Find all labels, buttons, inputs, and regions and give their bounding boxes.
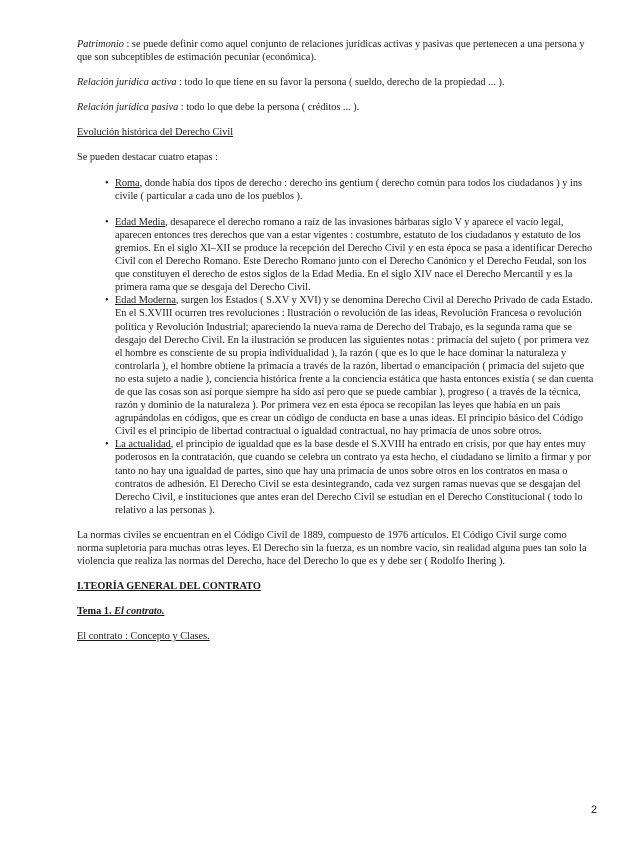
etapa-term: Roma — [115, 177, 140, 189]
list-item — [77, 177, 595, 203]
page-number: 2 — [591, 804, 598, 816]
document-page — [77, 38, 595, 655]
tema-heading — [77, 605, 595, 618]
etapa-text: , donde había dos tipos de derecho : derecho ins gentium ( derecho común para todos los ciudadanos ) y ins civile ( particular a cada uno de los pueblos ). — [115, 177, 582, 202]
etapa-text: , surgen los Estados ( S.XV y XVI) y se denomina Derecho Civil al Derecho Privado de cada Estado. En el S.XVIII ocurren tres revoluciones : Ilustración o revolución de las ideas, Revolución Francesa o revolución política y Revolución Industrial; apareciendo la nueva rama de Derecho del Trabajo, es la segunda rama que se desgajo del Derecho Civil. En la ilustración se producen las siguientes notas : primacía del sujeto ( por primera vez el hombre es consciente de su propia individualidad ), la razón ( que es lo que le hace dominar la naturaleza y controlarla ), el hombre obtiene la primacía a través de la razón, libertad o emancipación ( primacía del sujeto que no esta sujeto a nadie ), conciencia histórica frente a la conciencia estática que hasta entonces existía ( se dan cuenta de que las cosas son así porque siempre ha sido así pero que se puede cambiar ), progreso ( a través de la técnica, razón y dominio de la naturaleza ). Por primera vez en esta época se recopilan las leyes que había en un país agrupándolas en códigos, que es crear un código de conducta en base a unas ideas. El principio básico del Código Civil es el principio de libertad contractual o igualdad contractual, no hay primacía de unos sobre otros. — [115, 295, 594, 438]
list-item — [77, 294, 595, 438]
bullet-icon: • — [105, 177, 109, 189]
etapa-term: La actualidad — [115, 439, 171, 451]
section-heading: I.TEORÍA GENERAL DEL CONTRATO — [77, 581, 261, 593]
tema-title: El contrato. — [114, 606, 165, 618]
etapas-intro: Se pueden destacar cuatro etapas : — [77, 152, 218, 164]
relacion-activa-term: Relación jurídica activa — [77, 77, 177, 89]
patrimonio-term: Patrimonio — [77, 39, 124, 50]
etapa-text: , el principio de igualdad que es la base desde el S.XVIII ha entrado en crisis, por que hay entes muy poderosos en la contratación, que cuando se celebra un contrato ya esta hecho, el ciudadano se limito a firmar y por tanto no hay una igualdad de partes, sino que hay una primacía de unos sobre otros en los contratos en masa o contratos de adhesión. El Derecho Civil se esta desintegrando, cada vez surgen ramas nuevas que se desgajan del Derecho Civil, e instituciones que antes eran del Derecho Civil se estudian en el Derecho Constitucional ( todo lo relativo a las personas ). — [115, 439, 591, 516]
list-item — [77, 216, 595, 295]
relacion-pasiva-term: Relación jurídica pasiva — [77, 102, 179, 114]
relacion-activa-definition — [77, 76, 595, 89]
etapa-term: Edad Moderna — [115, 295, 176, 307]
etapa-text: , desaparece el derecho romano a raíz de las invasiones bárbaras siglo V y aparece el vacío legal, aparecen entonces tres derechos que van a estar vigentes : costumbre, estatuto de los ciudadanos y estatuto de los gremios. En el siglo XI–XII se produce la recepción del Derecho Civil y en esta época se pasa a identificar Derecho Civil con el Derecho Romano. Este Derecho Romano junto con el Derecho Canónico y el Derecho Feudal, son los que constituyen el derecho de estos siglos de la Edad Media. En el siglo XIV nace el Derecho Mercantil y es la primera rama que se desgaja del Derecho Civil. — [115, 216, 593, 294]
etapa-term: Edad Media — [115, 216, 166, 228]
relacion-activa-text: : todo lo que tiene en su favor la persona ( sueldo, derecho de la propiedad ... ). — [176, 77, 505, 89]
subheading: El contrato : Concepto y Clases. — [77, 631, 210, 643]
relacion-pasiva-text: : todo lo que debe la persona ( créditos ... ). — [178, 102, 360, 114]
patrimonio-definition — [77, 38, 595, 64]
patrimonio-text: : se puede definir como aquel conjunto de relaciones jurídicas activas y pasivas que pertenecen a una persona y que son subceptibles de estimación pecuniar (económica). — [77, 39, 585, 64]
bullet-icon: • — [105, 216, 109, 228]
bullet-icon: • — [105, 295, 109, 307]
tema-prefix: Tema 1. — [77, 606, 112, 618]
etapas-list — [77, 177, 595, 517]
list-item — [77, 438, 595, 517]
relacion-pasiva-definition — [77, 101, 595, 114]
bullet-icon: • — [105, 439, 109, 451]
evolucion-heading: Evolución histórica del Derecho Civil — [77, 127, 234, 139]
normas-paragraph: La normas civiles se encuentran en el Código Civil de 1889, compuesto de 1976 artículos. El Código Civil surge como norma supletoria para muchas otras leyes. El Derecho sin la fuerza, es un nombre vacío, sin realidad alguna pues tan solo la violencia que realiza las normas del Derecho, hace del Derecho lo que es y debe ser ( Rodolfo Ihering ). — [77, 529, 587, 568]
